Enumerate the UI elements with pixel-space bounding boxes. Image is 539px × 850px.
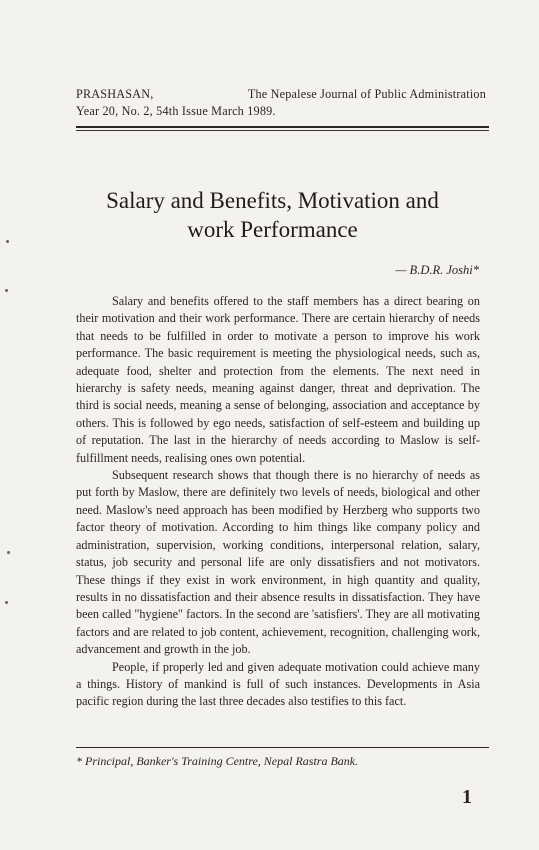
scan-mark <box>5 289 8 292</box>
footnote-rule <box>76 747 489 748</box>
paragraph: People, if properly led and given adequate motivation could achieve many a things. History of mankind is full of such instances. Developments in Asia pacific region during the last three decades also testifies to this fact. <box>76 659 480 709</box>
header-rule-thin <box>76 130 489 131</box>
footnote: * Principal, Banker's Training Centre, Nepal Rastra Bank. <box>76 754 359 768</box>
article-title-line-1: Salary and Benefits, Motivation and <box>106 188 439 213</box>
journal-header <box>76 86 486 120</box>
journal-line-1 <box>76 86 486 103</box>
scan-mark <box>5 601 8 604</box>
paragraph: Salary and benefits offered to the staff members has a direct bearing on their motivation and their work performance. There are certain hierarchy of needs that needs to be fulfilled in order to motivate a person to improve his work performance. The basic requirement is meeting the physiological needs, such as, adequate food, shelter and protection from the elements. The next need in hierarchy is safety needs, meaning against danger, threat and deprivation. The third is social needs, meaning a sense of belonging, association and acceptance by others. This is followed by ego needs, satisfaction of self-esteem and building up of reputation. The last in the hierarchy of needs according to Maslow is self-fulfillment needs, realising ones own potential. <box>76 294 480 465</box>
article-author: — B.D.R. Joshi* <box>395 263 479 277</box>
scan-mark <box>6 240 9 243</box>
scan-mark <box>7 551 10 554</box>
journal-subtitle: The Nepalese Journal of Public Administration <box>247 87 486 101</box>
page-number: 1 <box>462 786 472 808</box>
paragraph: Subsequent research shows that though there is no hierarchy of needs as put forth by Maslow, there are definitely two levels of needs, biological and other need. Maslow's need approach has been modified by Herzberg who supports two factor theory of motivation. According to him things like company policy and administration, supervision, working conditions, interpersonal relation, salary, status, job security and personal life are only dissatisfiers and not motivators. These things if they exist in work environment, in high quantity and quality, results in no dissatisfaction and their absence results in dissatisfaction. They have been called "hygiene" factors. In the second are 'satisfiers'. They are all motivating factors and are related to job content, achievement, recognition, challenging work, advancement and growth in the job. <box>76 468 480 657</box>
journal-issue: Year 20, No. 2, 54th Issue March 1989. <box>76 104 276 118</box>
article-title <box>70 186 475 244</box>
article-title-line-2: work Performance <box>187 217 358 242</box>
header-rule <box>76 126 489 128</box>
journal-name: PRASHASAN, <box>76 87 154 101</box>
article-body <box>76 293 480 711</box>
